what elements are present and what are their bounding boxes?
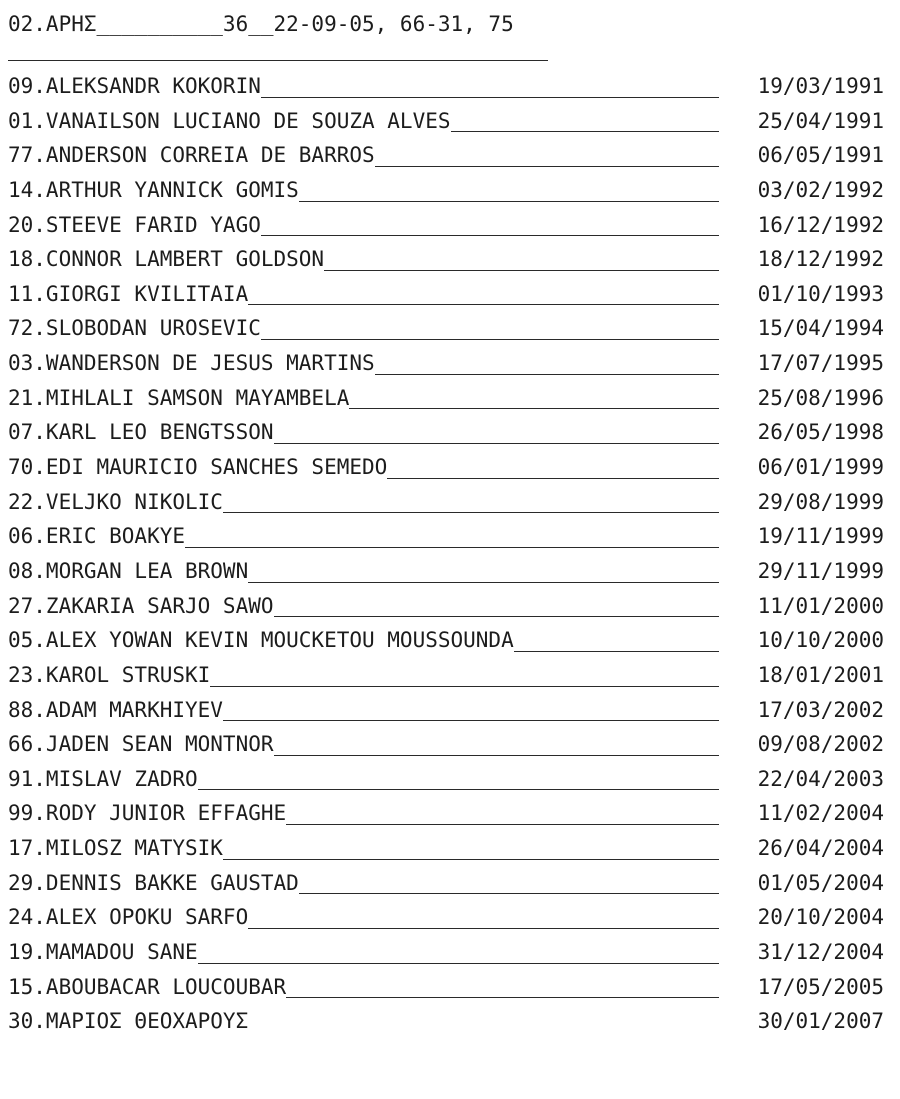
leader-line: [198, 963, 719, 964]
player-name: 18.CONNOR LAMBERT GOLDSON: [8, 247, 325, 272]
player-row: [8, 450, 884, 485]
leader-line: [286, 824, 719, 825]
player-name: 30.ΜΑΡΙΟΣ ΘΕΟΧΑΡΟΥΣ: [8, 1009, 249, 1034]
player-row: [8, 415, 884, 450]
player-row: [8, 277, 884, 312]
player-birthdate: 26/05/1998: [757, 420, 884, 445]
leader-line: [299, 201, 719, 202]
player-row: [8, 589, 884, 624]
player-name: 72.SLOBODAN UROSEVIC: [8, 316, 261, 341]
player-name: 17.MILOSZ MATYSIK: [8, 836, 223, 861]
leader-line: [223, 859, 719, 860]
player-name: 24.ALEX OPOKU SARFO: [8, 905, 249, 930]
player-birthdate: 06/05/1991: [757, 143, 884, 168]
leader-line: [261, 339, 719, 340]
player-row: [8, 311, 884, 346]
player-birthdate: 10/10/2000: [757, 628, 884, 653]
leader-line: [349, 408, 719, 409]
player-name: 08.MORGAN LEA BROWN: [8, 558, 249, 583]
leader-line: [223, 512, 719, 513]
player-birthdate: 31/12/2004: [757, 940, 884, 965]
player-row: [8, 762, 884, 797]
player-birthdate: 19/03/1991: [757, 74, 884, 98]
leader-line: [324, 270, 719, 271]
player-name: 77.ANDERSON CORREIA DE BARROS: [8, 143, 375, 168]
player-name: 91.MISLAV ZADRO: [8, 766, 198, 791]
player-name: 88.ADAM MARKHIYEV: [8, 697, 223, 722]
player-name: 99.RODY JUNIOR EFFAGHE: [8, 801, 287, 826]
player-row: [8, 138, 884, 173]
player-name: 05.ALEX YOWAN KEVIN MOUCKETOU MOUSSOUNDA: [8, 628, 514, 653]
player-row: [8, 485, 884, 520]
leader-line: [274, 755, 719, 756]
player-row: [8, 208, 884, 243]
player-row: [8, 519, 884, 554]
player-row: [8, 727, 884, 762]
player-row: [8, 554, 884, 589]
player-name: 66.JADEN SEAN MONTNOR: [8, 732, 274, 757]
player-row: [8, 866, 884, 901]
player-row: [8, 173, 884, 208]
player-name: 27.ZAKARIA SARJO SAWO: [8, 593, 274, 618]
player-birthdate: 29/08/1999: [757, 489, 884, 514]
player-birthdate: 26/04/2004: [757, 836, 884, 861]
player-name: 06.ERIC BOAKYE: [8, 524, 186, 549]
leader-line: [286, 997, 719, 998]
player-name: 07.KARL LEO BENGTSSON: [8, 420, 274, 445]
player-row: [8, 1004, 884, 1039]
player-name: 22.VELJKO NIKOLIC: [8, 489, 223, 514]
player-birthdate: 20/10/2004: [757, 905, 884, 930]
leader-line: [198, 789, 719, 790]
leader-line: [248, 304, 719, 305]
header-separator: [8, 60, 548, 61]
player-row: [8, 935, 884, 970]
leader-line: [375, 166, 719, 167]
player-name: 01.VANAILSON LUCIANO DE SOUZA ALVES: [8, 108, 451, 133]
player-row: [8, 970, 884, 1005]
player-birthdate: 01/10/1993: [757, 281, 884, 306]
leader-line: [261, 235, 719, 236]
player-row: [8, 346, 884, 381]
player-birthdate: 17/05/2005: [757, 974, 884, 999]
leader-line: [514, 651, 719, 652]
player-list: [8, 69, 884, 1039]
player-row: [8, 900, 884, 935]
player-row: [8, 69, 884, 104]
player-birthdate: 18/01/2001: [757, 662, 884, 687]
player-name: 09.ALEKSANDR KOKORIN: [8, 74, 261, 98]
leader-line: [451, 131, 719, 132]
leader-line: [248, 582, 719, 583]
player-birthdate: 11/02/2004: [757, 801, 884, 826]
player-name: 14.ARTHUR YANNICK GOMIS: [8, 177, 299, 202]
player-name: 21.MIHLALI SAMSON MAYAMBELA: [8, 385, 350, 410]
player-birthdate: 25/08/1996: [757, 385, 884, 410]
leader-line: [274, 443, 719, 444]
leader-line: [248, 1032, 719, 1033]
player-name: 23.KAROL STRUSKI: [8, 662, 211, 687]
player-name: 19.MAMADOU SANE: [8, 940, 198, 965]
player-name: 15.ABOUBACAR LOUCOUBAR: [8, 974, 287, 999]
player-name: 11.GIORGI KVILITAIA: [8, 281, 249, 306]
player-row: [8, 831, 884, 866]
player-row: [8, 242, 884, 277]
player-name: 70.EDI MAURICIO SANCHES SEMEDO: [8, 455, 388, 480]
player-row: [8, 623, 884, 658]
player-row: [8, 658, 884, 693]
leader-line: [375, 374, 719, 375]
player-birthdate: 19/11/1999: [757, 524, 884, 549]
leader-line: [185, 547, 719, 548]
team-header: 02.ΑΡΗΣ__________36__22-09-05, 66-31, 75: [8, 12, 514, 36]
leader-line: [248, 928, 719, 929]
player-name: 29.DENNIS BAKKE GAUSTAD: [8, 870, 299, 895]
player-row: [8, 381, 884, 416]
player-row: [8, 104, 884, 139]
player-birthdate: 25/04/1991: [757, 108, 884, 133]
player-name: 03.WANDERSON DE JESUS MARTINS: [8, 351, 375, 376]
player-birthdate: 15/04/1994: [757, 316, 884, 341]
player-row: [8, 693, 884, 728]
leader-line: [210, 686, 719, 687]
player-birthdate: 18/12/1992: [757, 247, 884, 272]
player-birthdate: 09/08/2002: [757, 732, 884, 757]
leader-line: [299, 893, 719, 894]
player-birthdate: 30/01/2007: [757, 1009, 884, 1034]
player-birthdate: 29/11/1999: [757, 558, 884, 583]
leader-line: [223, 720, 719, 721]
player-birthdate: 16/12/1992: [757, 212, 884, 237]
player-birthdate: 03/02/1992: [757, 177, 884, 202]
player-birthdate: 06/01/1999: [757, 455, 884, 480]
player-birthdate: 17/07/1995: [757, 351, 884, 376]
player-birthdate: 01/05/2004: [757, 870, 884, 895]
player-birthdate: 11/01/2000: [757, 593, 884, 618]
player-birthdate: 17/03/2002: [757, 697, 884, 722]
player-row: [8, 796, 884, 831]
player-birthdate: 22/04/2003: [757, 766, 884, 791]
leader-line: [261, 97, 719, 98]
leader-line: [387, 478, 719, 479]
leader-line: [274, 616, 719, 617]
player-name: 20.STEEVE FARID YAGO: [8, 212, 261, 237]
